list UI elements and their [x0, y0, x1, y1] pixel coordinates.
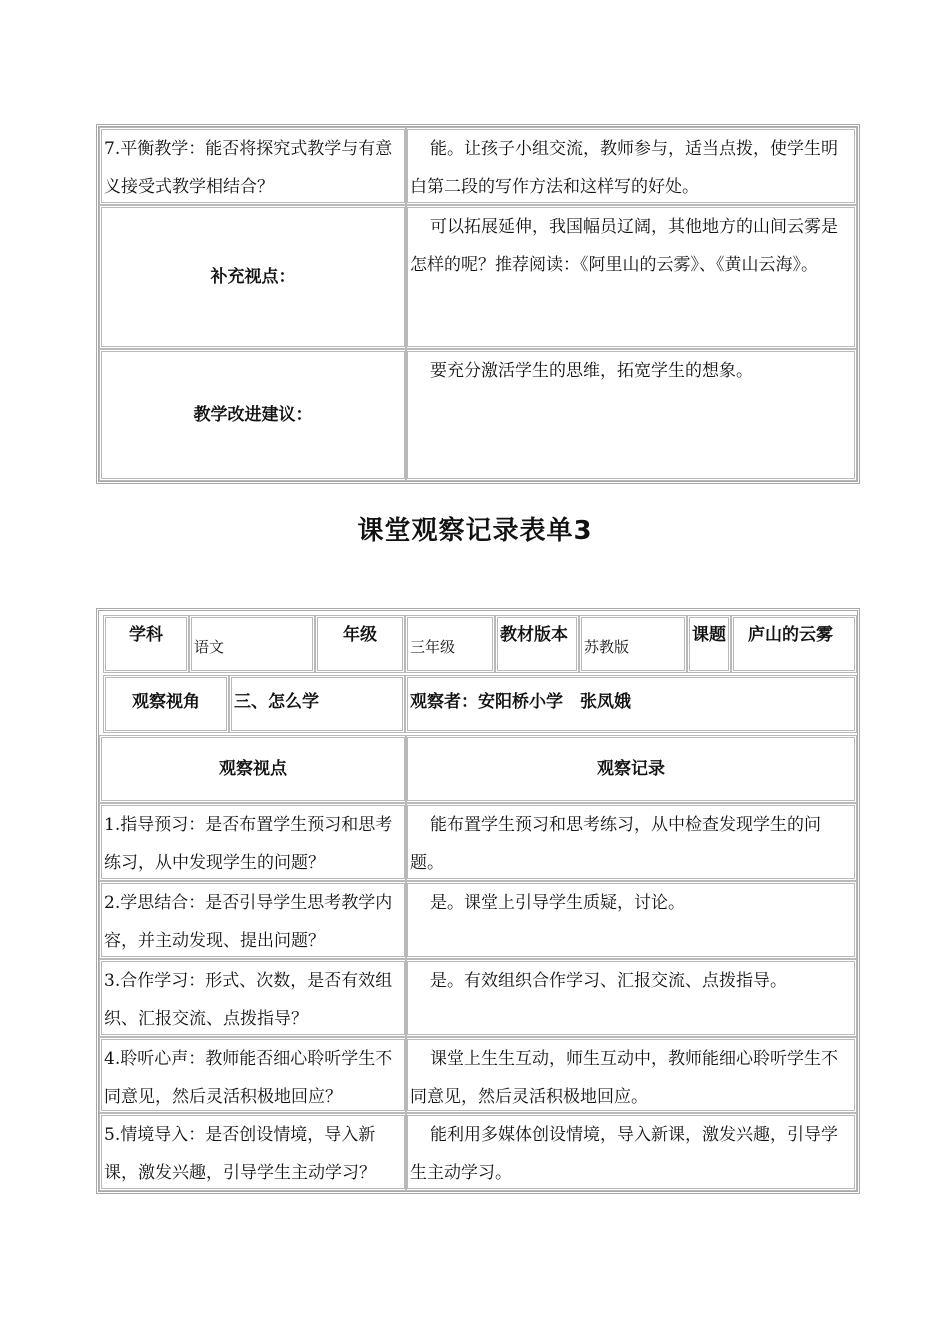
observer-cell — [405, 675, 857, 733]
header-record: 观察记录 — [597, 759, 665, 779]
suggestion-label: 教学改进建议： — [193, 405, 313, 425]
question-text: 2.学思结合：是否引导学生思考教学内容，并主动发现、提出问题？ — [104, 893, 393, 951]
header-point-cell — [99, 735, 407, 803]
grade-label: 年级 — [343, 625, 377, 645]
answer-cell-7 — [405, 127, 857, 205]
answer-text-7: 能。让孩子小组交流，教师参与，适当点拨，使学生明白第二段的写作方法和这样写的好处。 — [410, 139, 838, 197]
topic-label: 课题 — [692, 625, 726, 645]
suggestion-text: 要充分激活学生的思维，拓宽学生的想象。 — [430, 361, 753, 381]
supplement-label-cell — [99, 205, 407, 349]
table-row-4-question — [99, 1037, 407, 1113]
suggestion-label-cell — [99, 349, 407, 481]
suggestion-text-cell — [405, 349, 857, 481]
question-text: 5.情境导入：是否创设情境，导入新课，激发兴趣，引导学生主动学习？ — [104, 1125, 376, 1183]
perspective-label: 观察视角 — [132, 692, 200, 712]
supplement-label: 补充视点： — [210, 267, 296, 287]
topic-label-cell — [687, 615, 731, 673]
subject-label-cell — [103, 615, 189, 673]
header-record-cell — [405, 735, 857, 803]
edition-label: 教材版本 — [500, 625, 568, 645]
answer-text: 能利用多媒体创设情境，导入新课，激发兴趣，引导学生主动学习。 — [410, 1125, 838, 1183]
topic-value: 庐山的云雾 — [748, 625, 833, 645]
table-row-1-answer — [405, 803, 857, 881]
grade-value: 三年级 — [410, 638, 456, 656]
edition-value: 苏教版 — [584, 638, 630, 656]
observer-text: 观察者：安阳桥小学 张凤娥 — [410, 692, 631, 712]
perspective-value-cell — [229, 675, 405, 733]
table-row-5-answer — [405, 1113, 857, 1191]
table-row-1-question — [99, 803, 407, 881]
observation-table-continued — [96, 124, 860, 484]
table-row-3-answer — [405, 959, 857, 1037]
question-text: 1.指导预习：是否布置学生预习和思考练习，从中发现学生的问题？ — [104, 815, 393, 873]
subject-value: 语文 — [194, 638, 225, 656]
table-row-3-question — [99, 959, 407, 1037]
answer-text: 是。课堂上引导学生质疑，讨论。 — [430, 893, 685, 913]
subject-label: 学科 — [129, 625, 163, 645]
answer-text: 课堂上生生互动，师生互动中，教师能细心聆听学生不同意见，然后灵活积极地回应。 — [410, 1049, 838, 1107]
supplement-text-cell — [405, 205, 857, 349]
question-text: 3.合作学习：形式、次数，是否有效组织、汇报交流、点拨指导？ — [104, 971, 393, 1029]
answer-text: 是。有效组织合作学习、汇报交流、点拨指导。 — [430, 971, 787, 991]
edition-label-cell — [495, 615, 579, 673]
question-text: 4.聆听心声：教师能否细心聆听学生不同意见，然后灵活积极地回应？ — [104, 1049, 393, 1107]
grade-label-cell — [315, 615, 405, 673]
subject-value-cell — [189, 615, 315, 673]
page-title: 课堂观察记录表单3 — [357, 516, 593, 546]
table-row-4-answer — [405, 1037, 857, 1113]
question-cell-7 — [99, 127, 407, 205]
topic-value-cell — [731, 615, 857, 673]
observation-table-3 — [96, 608, 860, 1194]
header-point: 观察视点 — [219, 759, 287, 779]
edition-value-cell — [579, 615, 687, 673]
answer-text: 能布置学生预习和思考练习，从中检查发现学生的问题。 — [410, 815, 821, 873]
grade-value-cell — [405, 615, 495, 673]
supplement-text: 可以拓展延伸，我国幅员辽阔，其他地方的山间云雾是怎样的呢？推荐阅读：《阿里山的云雾》、《黄山云海》。 — [410, 217, 838, 275]
table-row-2-question — [99, 881, 407, 959]
table-row-5-question — [99, 1113, 407, 1191]
table-row-2-answer — [405, 881, 857, 959]
question-text-7: 7.平衡教学：能否将探究式教学与有意义接受式教学相结合？ — [104, 139, 393, 197]
perspective-label-cell — [103, 675, 229, 733]
perspective-value: 三、怎么学 — [234, 692, 319, 712]
